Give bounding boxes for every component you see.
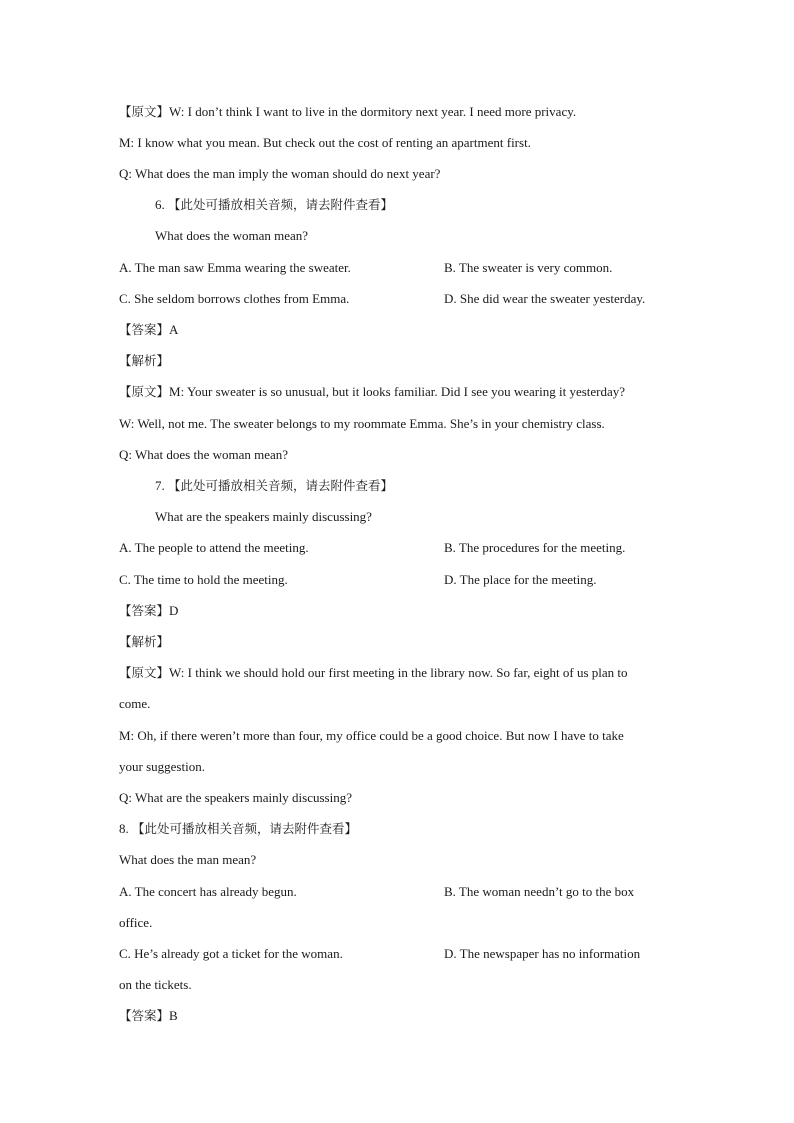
transcript-line: W: Well, not me. The sweater belongs to my roommate Emma. She’s in your chemistry class. xyxy=(119,416,605,431)
transcript-line xyxy=(119,664,628,682)
question-8-text: What does the man mean? xyxy=(119,852,257,867)
option-b: B. The sweater is very common. xyxy=(444,260,613,275)
answer-value: B xyxy=(169,1008,178,1023)
option-b-continuation: office. xyxy=(119,915,153,930)
transcript-text: W: I think we should hold our first meeting in the library now. So far, eight of us plan to xyxy=(169,665,628,680)
audio-note: 【此处可播放相关音频，请去附件查看】 xyxy=(168,197,394,212)
transcript-tag: 【原文】 xyxy=(119,665,170,680)
option-d-continuation: on the tickets. xyxy=(119,977,192,992)
question-7-audio xyxy=(155,477,393,495)
option-d: D. The place for the meeting. xyxy=(444,572,597,587)
answer-tag: 【答案】 xyxy=(119,1008,170,1023)
question-number: 7. xyxy=(155,478,165,493)
question-number: 6. xyxy=(155,197,165,212)
transcript-text: M: Your sweater is so unusual, but it looks familiar. Did I see you wearing it yesterday? xyxy=(169,384,626,399)
transcript-line xyxy=(119,103,576,121)
question-6-text: What does the woman mean? xyxy=(155,228,309,243)
option-c: C. She seldom borrows clothes from Emma. xyxy=(119,291,350,306)
answer-tag: 【答案】 xyxy=(119,322,170,337)
question-7-text: What are the speakers mainly discussing? xyxy=(155,509,372,524)
answer-tag: 【答案】 xyxy=(119,603,170,618)
option-b: B. The procedures for the meeting. xyxy=(444,540,626,555)
question-8-audio xyxy=(119,820,357,838)
transcript-continuation: come. xyxy=(119,696,151,711)
question-6-audio xyxy=(155,196,393,214)
answer-value: A xyxy=(169,322,179,337)
transcript-question: Q: What does the woman mean? xyxy=(119,447,289,462)
option-a: A. The concert has already begun. xyxy=(119,884,297,899)
answer-value: D xyxy=(169,603,179,618)
analysis-heading: 【解析】 xyxy=(119,634,170,649)
transcript-line: M: I know what you mean. But check out the cost of renting an apartment first. xyxy=(119,135,531,150)
analysis-heading: 【解析】 xyxy=(119,353,170,368)
transcript-question: Q: What are the speakers mainly discussing? xyxy=(119,790,352,805)
answer-line xyxy=(119,321,178,339)
transcript-continuation: your suggestion. xyxy=(119,759,205,774)
transcript-tag: 【原文】 xyxy=(119,104,170,119)
option-c: C. The time to hold the meeting. xyxy=(119,572,288,587)
transcript-line: M: Oh, if there weren’t more than four, my office could be a good choice. But now I have to take xyxy=(119,728,624,743)
transcript-question: Q: What does the man imply the woman should do next year? xyxy=(119,166,441,181)
option-a: A. The people to attend the meeting. xyxy=(119,540,309,555)
option-b: B. The woman needn’t go to the box xyxy=(444,884,635,899)
answer-line xyxy=(119,1007,178,1025)
transcript-text: W: I don’t think I want to live in the dormitory next year. I need more privacy. xyxy=(169,104,577,119)
audio-note: 【此处可播放相关音频，请去附件查看】 xyxy=(168,478,394,493)
option-d: D. She did wear the sweater yesterday. xyxy=(444,291,646,306)
option-d: D. The newspaper has no information xyxy=(444,946,641,961)
option-a: A. The man saw Emma wearing the sweater. xyxy=(119,260,351,275)
transcript-line xyxy=(119,383,625,401)
question-number: 8. xyxy=(119,821,129,836)
answer-line xyxy=(119,602,178,620)
audio-note: 【此处可播放相关音频，请去附件查看】 xyxy=(132,821,358,836)
transcript-tag: 【原文】 xyxy=(119,384,170,399)
option-c: C. He’s already got a ticket for the woman. xyxy=(119,946,343,961)
